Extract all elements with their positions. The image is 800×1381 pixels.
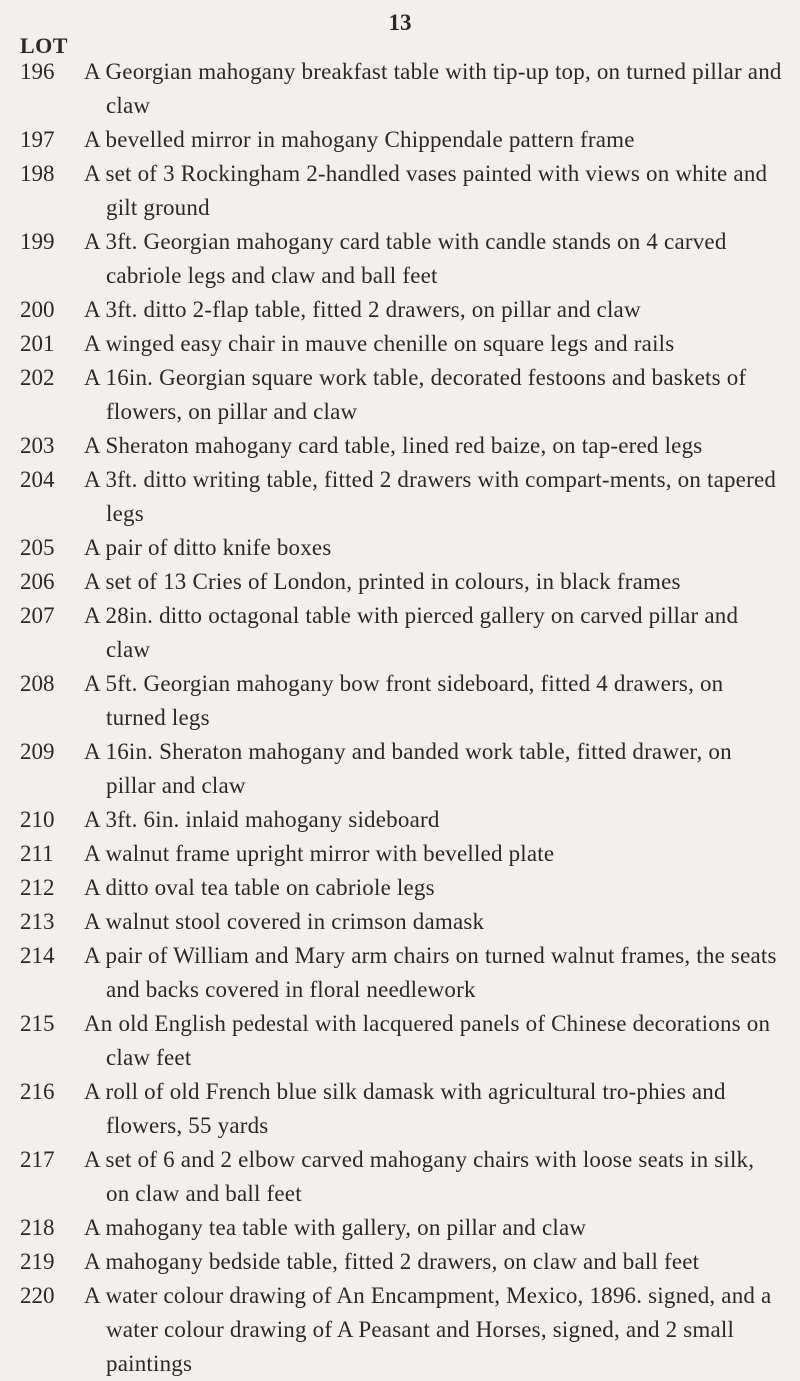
lot-column-header: LOT bbox=[20, 33, 68, 58]
lot-entry bbox=[20, 531, 782, 565]
lot-entry bbox=[20, 1211, 782, 1245]
lot-entry bbox=[20, 1007, 782, 1075]
lot-number: 204 bbox=[20, 467, 55, 492]
lot-entry bbox=[20, 361, 782, 429]
lot-entry bbox=[20, 1245, 782, 1279]
lot-description: A bevelled mirror in mahogany Chippendale pattern frame bbox=[84, 127, 635, 152]
lot-entry bbox=[20, 565, 782, 599]
lot-description: A mahogany bedside table, fitted 2 drawers, on claw and ball feet bbox=[84, 1249, 700, 1274]
lot-description: An old English pedestal with lacquered panels of Chinese decorations on claw feet bbox=[84, 1011, 771, 1070]
lot-entry bbox=[20, 871, 782, 905]
lot-description: A ditto oval tea table on cabriole legs bbox=[84, 875, 435, 900]
lot-description: A Sheraton mahogany card table, lined red baize, on tap-ered legs bbox=[84, 433, 703, 458]
lot-number: 202 bbox=[20, 365, 55, 390]
lot-description: A set of 13 Cries of London, printed in colours, in black frames bbox=[84, 569, 681, 594]
lot-entry bbox=[20, 225, 782, 293]
lot-description: A 5ft. Georgian mahogany bow front sideboard, fitted 4 drawers, on turned legs bbox=[84, 671, 724, 730]
lot-number: 220 bbox=[20, 1283, 55, 1308]
lot-entry bbox=[20, 1143, 782, 1211]
lot-entry bbox=[20, 599, 782, 667]
lot-number: 213 bbox=[20, 909, 55, 934]
page-number: 13 bbox=[388, 10, 412, 35]
lot-description: A roll of old French blue silk damask with agricultural tro-phies and flowers, 55 yards bbox=[84, 1079, 726, 1138]
lot-description: A 16in. Georgian square work table, decorated festoons and baskets of flowers, on pillar and claw bbox=[84, 365, 747, 424]
lot-description: A 3ft. ditto 2-flap table, fitted 2 drawers, on pillar and claw bbox=[84, 297, 641, 322]
lot-entry bbox=[20, 1075, 782, 1143]
lot-number: 217 bbox=[20, 1147, 55, 1172]
lot-entry bbox=[20, 667, 782, 735]
lot-number: 212 bbox=[20, 875, 55, 900]
lot-description: A set of 3 Rockingham 2-handled vases painted with views on white and gilt ground bbox=[84, 161, 768, 220]
lot-number: 210 bbox=[20, 807, 55, 832]
lot-number: 201 bbox=[20, 331, 55, 356]
lot-description: A 3ft. Georgian mahogany card table with candle stands on 4 carved cabriole legs and claw and ball feet bbox=[84, 229, 727, 288]
lot-entry bbox=[20, 293, 782, 327]
lot-number: 207 bbox=[20, 603, 55, 628]
lot-description: A walnut stool covered in crimson damask bbox=[84, 909, 485, 934]
lot-entry bbox=[20, 463, 782, 531]
lot-description: A 16in. Sheraton mahogany and banded work table, fitted drawer, on pillar and claw bbox=[84, 739, 732, 798]
lot-description: A water colour drawing of An Encampment, Mexico, 1896. signed, and a water colour drawing of A Peasant and Horses, signed, and 2 small paintings bbox=[84, 1283, 772, 1376]
lot-description: A mahogany tea table with gallery, on pillar and claw bbox=[84, 1215, 587, 1240]
lot-number: 198 bbox=[20, 161, 55, 186]
lot-entry bbox=[20, 429, 782, 463]
lot-entry bbox=[20, 735, 782, 803]
lot-description: A walnut frame upright mirror with bevelled plate bbox=[84, 841, 555, 866]
lot-number: 196 bbox=[20, 59, 55, 84]
lot-description: A set of 6 and 2 elbow carved mahogany chairs with loose seats in silk, on claw and ball feet bbox=[84, 1147, 755, 1206]
lot-number: 199 bbox=[20, 229, 55, 254]
lot-number: 209 bbox=[20, 739, 55, 764]
lot-number: 215 bbox=[20, 1011, 55, 1036]
lot-number: 206 bbox=[20, 569, 55, 594]
lot-entry bbox=[20, 55, 782, 123]
lot-entry bbox=[20, 837, 782, 871]
lot-entry bbox=[20, 123, 782, 157]
lot-entry bbox=[20, 327, 782, 361]
lot-description: A pair of ditto knife boxes bbox=[84, 535, 332, 560]
lot-number: 214 bbox=[20, 943, 55, 968]
lot-number: 218 bbox=[20, 1215, 55, 1240]
lot-number: 205 bbox=[20, 535, 55, 560]
lot-number: 200 bbox=[20, 297, 55, 322]
lot-number: 219 bbox=[20, 1249, 55, 1274]
lot-description: A winged easy chair in mauve chenille on square legs and rails bbox=[84, 331, 675, 356]
lot-description: A pair of William and Mary arm chairs on turned walnut frames, the seats and backs covered in floral needlework bbox=[84, 943, 777, 1002]
lot-description: A 28in. ditto octagonal table with pierced gallery on carved pillar and claw bbox=[84, 603, 739, 662]
lot-number: 216 bbox=[20, 1079, 55, 1104]
lot-number: 197 bbox=[20, 127, 55, 152]
lot-entry bbox=[20, 939, 782, 1007]
lot-entry bbox=[20, 1279, 782, 1381]
lot-entry bbox=[20, 905, 782, 939]
lot-number: 208 bbox=[20, 671, 55, 696]
lot-description: A 3ft. ditto writing table, fitted 2 drawers with compart-ments, on tapered legs bbox=[84, 467, 777, 526]
lot-entry bbox=[20, 803, 782, 837]
lot-number: 203 bbox=[20, 433, 55, 458]
lot-list bbox=[20, 55, 782, 1381]
lot-description: A 3ft. 6in. inlaid mahogany sideboard bbox=[84, 807, 440, 832]
lot-entry bbox=[20, 157, 782, 225]
lot-number: 211 bbox=[20, 841, 54, 866]
lot-description: A Georgian mahogany breakfast table with tip-up top, on turned pillar and claw bbox=[84, 59, 782, 118]
